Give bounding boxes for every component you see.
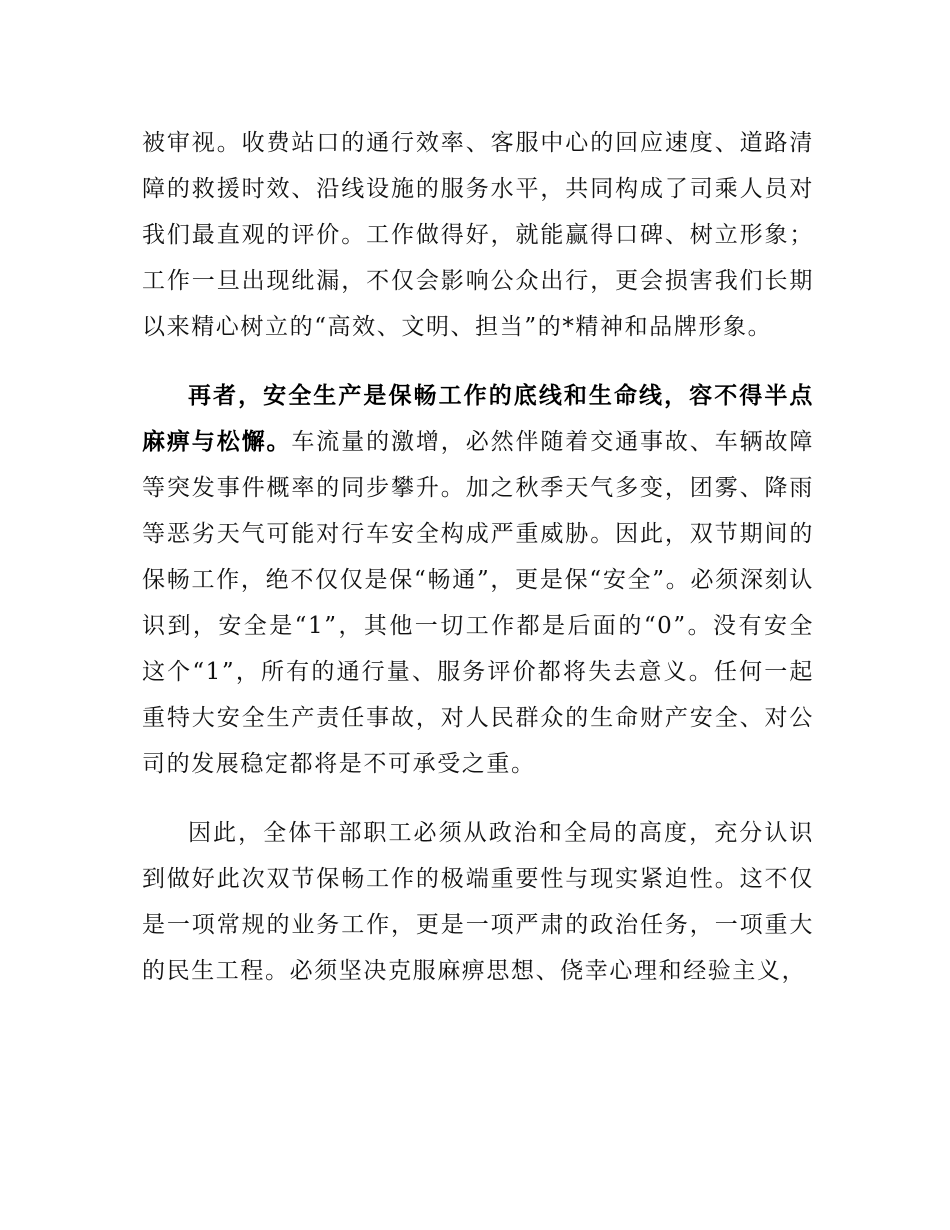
paragraph-2-bold-lead: 再者，安全生产是保畅工作的底线和生命线，容不得半点麻痹与松懈。 <box>142 383 814 455</box>
paragraph-2 <box>142 373 814 787</box>
body-text <box>142 120 814 994</box>
paragraph-2-text: 车流量的激增，必然伴随着交通事故、车辆故障等突发事件概率的同步攀升。加之秋季天气多变，团雾、降雨等恶劣天气可能对行车安全构成严重威胁。因此，双节期间的保畅工作，绝不仅仅是保“畅通”，更是保“安全”。必须深刻认识到，安全是“1”，其他一切工作都是后面的“0”。没有安全这个“1”，所有的通行量、服务评价都将失去意义。任何一起重特大安全生产责任事故，对人民群众的生命财产安全、对公司的发展稳定都将是不可承受之重。 <box>142 429 814 777</box>
paragraph-spacer <box>142 350 814 373</box>
paragraph-1 <box>142 120 814 350</box>
paragraph-3-text: 因此，全体干部职工必须从政治和全局的高度，充分认识到做好此次双节保畅工作的极端重要性与现实紧迫性。这不仅是一项常规的业务工作，更是一项严肃的政治任务，一项重大的民生工程。必须坚决克服麻痹思想、侥幸心理和经验主义， <box>142 820 814 984</box>
paragraph-3 <box>142 810 814 994</box>
paragraph-spacer <box>142 787 814 810</box>
paragraph-1-text: 被审视。收费站口的通行效率、客服中心的回应速度、道路清障的救援时效、沿线设施的服务水平，共同构成了司乘人员对我们最直观的评价。工作做得好，就能赢得口碑、树立形象；工作一旦出现纰漏，不仅会影响公众出行，更会损害我们长期以来精心树立的“高效、文明、担当”的*精神和品牌形象。 <box>142 130 814 340</box>
